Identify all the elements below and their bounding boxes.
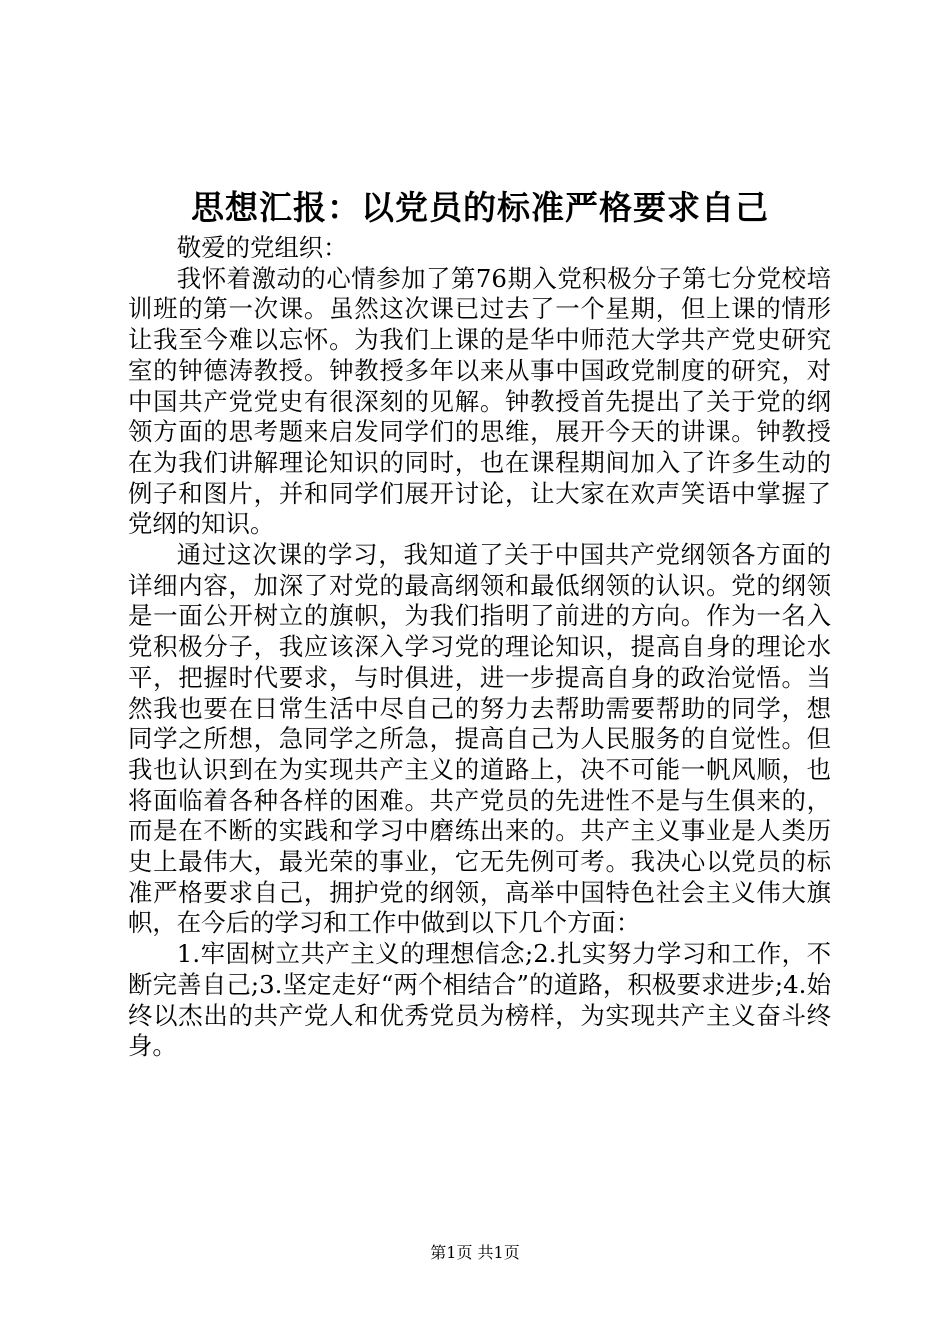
paragraph-3: 1.牢固树立共产主义的理想信念;2.扎实努力学习和工作，不断完善自己;3.坚定走好“两个相结合”的道路，积极要求进步;4.始终以杰出的共产党人和优秀党员为榜样，为实现共产主义奋斗终身。 <box>128 939 831 1061</box>
document-title: 思想汇报：以党员的标准严格要求自己 <box>191 188 769 227</box>
page-footer: 第1页 共1页 <box>430 1243 520 1262</box>
salutation: 敬爱的党组织： <box>176 233 348 262</box>
paragraph-2: 通过这次课的学习，我知道了关于中国共产党纲领各方面的详细内容，加深了对党的最高纲领和最低纲领的认识。党的纲领是一面公开树立的旗帜，为我们指明了前进的方向。作为一名入党积极分子，我应该深入学习党的理论知识，提高自身的理论水平，把握时代要求，与时俱进，进一步提高自身的政治觉悟。当然我也要在日常生活中尽自己的努力去帮助需要帮助的同学，想同学之所想，急同学之所急，提高自己为人民服务的自觉性。但我也认识到在为实现共产主义的道路上，决不可能一帆风顺，也将面临着各种各样的困难。共产党员的先进性不是与生俱来的，而是在不断的实践和学习中磨练出来的。共产主义事业是人类历史上最伟大，最光荣的事业，它无先例可考。我决心以党员的标准严格要求自己，拥护党的纲领，高举中国特色社会主义伟大旗帜，在今后的学习和工作中做到以下几个方面： <box>128 540 831 938</box>
paragraph-1: 我怀着激动的心情参加了第76期入党积极分子第七分党校培训班的第一次课。虽然这次课已过去了一个星期，但上课的情形让我至今难以忘怀。为我们上课的是华中师范大学共产党史研究室的钟德涛教授。钟教授多年以来从事中国政党制度的研究，对中国共产党党史有很深刻的见解。钟教授首先提出了关于党的纲领方面的思考题来启发同学们的思维，展开今天的讲课。钟教授在为我们讲解理论知识的同时，也在课程期间加入了许多生动的例子和图片，并和同学们展开讨论，让大家在欢声笑语中掌握了党纲的知识。 <box>128 263 831 539</box>
document-body <box>128 233 831 1062</box>
